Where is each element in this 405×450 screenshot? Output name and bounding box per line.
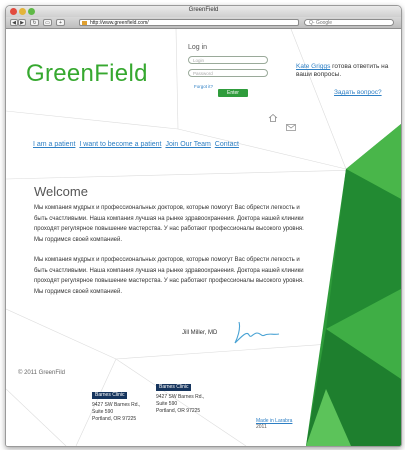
address-text: http://www.greenfield.com/: [90, 20, 149, 26]
welcome-paragraph-1: Мы компания мудрых и профессиональных докторов, которые помогут Вас обрести легкость и быть счастливыми. Наша компания лучшая на рынке здравоохранения. Доктора нашей клиники проходят регулярное повышение мастерства. У нас работают профессионалы высокого уровня. Мы гордимся своей компанией.: [34, 205, 304, 243]
made-year: 2011: [256, 424, 267, 430]
clinic-line: Portland, OR 97225: [156, 408, 201, 414]
clinic-line: 9427 SW Barnes Rd.,: [156, 394, 205, 400]
login-input[interactable]: Login: [188, 56, 268, 64]
nav-item-join-team[interactable]: Join Our Team: [165, 141, 211, 148]
share-button[interactable]: ▭: [43, 19, 52, 26]
home-icon[interactable]: [268, 113, 278, 123]
clinic-tag[interactable]: Barnes Clinic: [92, 392, 127, 399]
browser-window: [5, 5, 402, 447]
copyright: © 2011 GreenFild: [18, 370, 66, 376]
made-in-link[interactable]: Made in Larabra: [256, 418, 293, 424]
clinic-address-1: [92, 392, 140, 423]
site-logo[interactable]: GreenField: [26, 60, 148, 87]
clinic-line: Suite 590: [156, 401, 178, 407]
main-nav: [33, 141, 241, 148]
mail-icon[interactable]: [286, 124, 296, 131]
nav-item-contact[interactable]: Contact: [214, 141, 239, 148]
clinic-line: 9427 SW Barnes Rd.,: [92, 402, 141, 408]
consultant-block: [296, 63, 396, 79]
consultant-text: готова ответить на ваши вопросы.: [296, 63, 389, 78]
clinic-tag[interactable]: Barnes Clinic: [156, 384, 191, 391]
forward-button[interactable]: ▶: [18, 19, 26, 26]
welcome-heading: Welcome: [34, 184, 88, 199]
window-title: GreenField: [188, 7, 219, 13]
title-bar: [6, 6, 401, 17]
doctor-name: Jill Miller, MD: [182, 330, 218, 336]
enter-button[interactable]: Enter: [218, 89, 248, 97]
login-title: Log in: [188, 44, 208, 51]
web-page: [6, 29, 401, 446]
clinic-line: Portland, OR 97225: [92, 416, 137, 422]
clinic-line: Suite 590: [92, 409, 114, 415]
consultant-name-link[interactable]: Kate Griggs: [296, 63, 331, 70]
favicon-icon: [82, 21, 87, 25]
nav-item-become-patient[interactable]: I want to become a patient: [79, 141, 162, 148]
search-field[interactable]: Q- Google: [304, 19, 394, 26]
address-bar[interactable]: [79, 19, 299, 26]
nav-item-patient[interactable]: I am a patient: [33, 141, 76, 148]
new-tab-button[interactable]: +: [56, 19, 65, 26]
signature-image: [231, 317, 281, 347]
browser-toolbar: [6, 17, 401, 29]
ask-question-link[interactable]: Задать вопрос?: [334, 89, 382, 96]
forgot-password-link[interactable]: Forgot it?: [194, 84, 214, 89]
clinic-address-2: [156, 384, 204, 415]
welcome-paragraph-2: Мы компания мудрых и профессиональных докторов, которые помогут Вас обрести легкость и быть счастливыми. Наша компания лучшая на рынке здравоохранения. Доктора нашей клиники проходят регулярное повышение мастерства. У нас работают профессионалы высокого уровня. Мы гордимся своей компанией.: [34, 257, 304, 295]
back-button[interactable]: ◀: [10, 19, 18, 26]
reload-button[interactable]: ↻: [30, 19, 39, 26]
password-input[interactable]: Password: [188, 69, 268, 77]
made-in-credit: [256, 418, 292, 430]
